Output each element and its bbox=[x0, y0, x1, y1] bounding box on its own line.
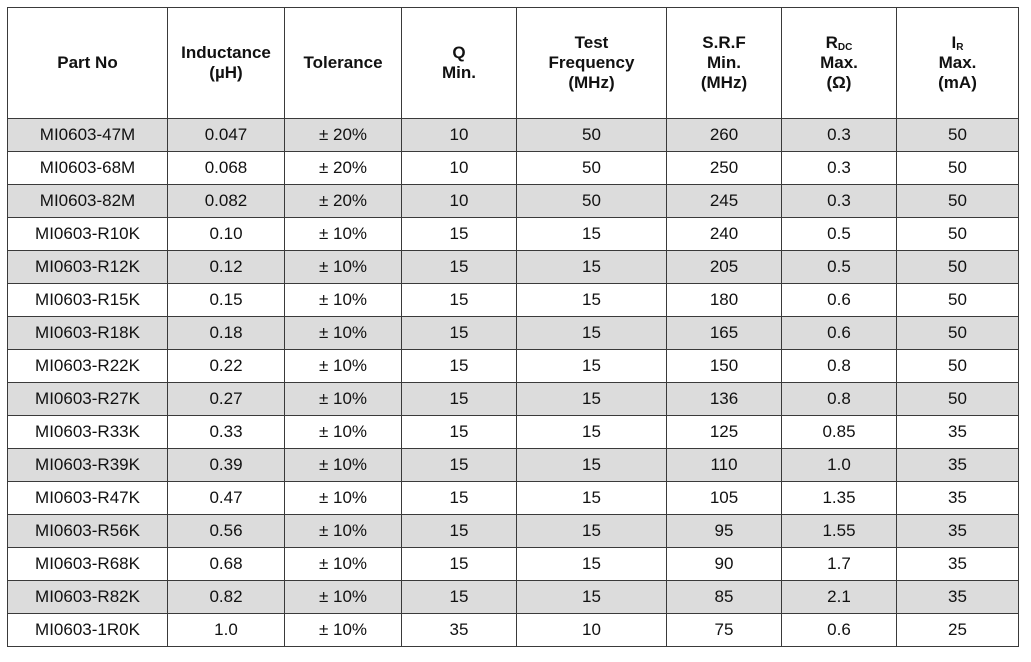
cell-tolerance: ± 10% bbox=[285, 416, 402, 449]
cell-part-no: MI0603-82M bbox=[8, 185, 168, 218]
cell-ir-max: 50 bbox=[897, 251, 1019, 284]
header-rdc-line2: Max. bbox=[820, 53, 858, 72]
header-q-line2: Min. bbox=[442, 63, 476, 82]
header-rdc-symbol bbox=[782, 33, 896, 53]
cell-q-min: 15 bbox=[402, 548, 517, 581]
header-part-no-label: Part No bbox=[57, 53, 118, 72]
cell-tolerance: ± 10% bbox=[285, 383, 402, 416]
cell-test-frequency: 15 bbox=[517, 317, 667, 350]
cell-part-no: MI0603-R15K bbox=[8, 284, 168, 317]
cell-inductance: 0.10 bbox=[168, 218, 285, 251]
header-ir-symbol-letter: I bbox=[951, 33, 957, 52]
cell-ir-max: 50 bbox=[897, 152, 1019, 185]
cell-rdc-max: 1.35 bbox=[782, 482, 897, 515]
cell-tolerance: ± 10% bbox=[285, 515, 402, 548]
header-rdc-line3: (Ω) bbox=[826, 73, 852, 92]
table-row bbox=[8, 449, 1019, 482]
table-row bbox=[8, 218, 1019, 251]
cell-inductance: 0.47 bbox=[168, 482, 285, 515]
table-row bbox=[8, 119, 1019, 152]
cell-ir-max: 50 bbox=[897, 383, 1019, 416]
cell-part-no: MI0603-R12K bbox=[8, 251, 168, 284]
header-tolerance-label: Tolerance bbox=[303, 53, 383, 72]
cell-srf-min: 150 bbox=[667, 350, 782, 383]
cell-srf-min: 90 bbox=[667, 548, 782, 581]
cell-ir-max: 25 bbox=[897, 614, 1019, 647]
cell-ir-max: 50 bbox=[897, 350, 1019, 383]
cell-tolerance: ± 20% bbox=[285, 119, 402, 152]
header-test-freq-line1: Test bbox=[574, 33, 609, 52]
header-srf-line2: Min. bbox=[707, 53, 741, 72]
cell-part-no: MI0603-R56K bbox=[8, 515, 168, 548]
cell-ir-max: 35 bbox=[897, 515, 1019, 548]
cell-inductance: 0.22 bbox=[168, 350, 285, 383]
table-row bbox=[8, 581, 1019, 614]
cell-test-frequency: 50 bbox=[517, 119, 667, 152]
cell-rdc-max: 0.5 bbox=[782, 218, 897, 251]
table-row bbox=[8, 383, 1019, 416]
cell-part-no: MI0603-R18K bbox=[8, 317, 168, 350]
header-rdc-symbol-letter: R bbox=[825, 33, 838, 52]
cell-srf-min: 240 bbox=[667, 218, 782, 251]
cell-rdc-max: 0.3 bbox=[782, 119, 897, 152]
cell-inductance: 0.047 bbox=[168, 119, 285, 152]
cell-ir-max: 35 bbox=[897, 548, 1019, 581]
cell-srf-min: 75 bbox=[667, 614, 782, 647]
cell-ir-max: 35 bbox=[897, 416, 1019, 449]
cell-q-min: 15 bbox=[402, 581, 517, 614]
cell-rdc-max: 2.1 bbox=[782, 581, 897, 614]
cell-ir-max: 50 bbox=[897, 317, 1019, 350]
cell-q-min: 15 bbox=[402, 350, 517, 383]
cell-srf-min: 260 bbox=[667, 119, 782, 152]
header-srf-min bbox=[667, 8, 782, 119]
cell-tolerance: ± 10% bbox=[285, 581, 402, 614]
header-q-line1: Q bbox=[452, 43, 466, 62]
cell-tolerance: ± 10% bbox=[285, 548, 402, 581]
cell-q-min: 15 bbox=[402, 383, 517, 416]
header-rdc-subscript: DC bbox=[837, 42, 853, 53]
cell-rdc-max: 0.6 bbox=[782, 284, 897, 317]
cell-inductance: 0.068 bbox=[168, 152, 285, 185]
cell-inductance: 0.33 bbox=[168, 416, 285, 449]
table-header bbox=[8, 8, 1019, 119]
cell-test-frequency: 15 bbox=[517, 581, 667, 614]
cell-part-no: MI0603-R39K bbox=[8, 449, 168, 482]
header-inductance-line2: (µH) bbox=[209, 63, 243, 82]
cell-rdc-max: 0.8 bbox=[782, 350, 897, 383]
cell-part-no: MI0603-R33K bbox=[8, 416, 168, 449]
header-ir-subscript: R bbox=[956, 42, 964, 53]
header-inductance-line1: Inductance bbox=[181, 43, 271, 62]
cell-rdc-max: 0.6 bbox=[782, 317, 897, 350]
cell-ir-max: 35 bbox=[897, 449, 1019, 482]
header-ir-line3: (mA) bbox=[938, 73, 977, 92]
cell-q-min: 15 bbox=[402, 284, 517, 317]
cell-q-min: 35 bbox=[402, 614, 517, 647]
cell-part-no: MI0603-68M bbox=[8, 152, 168, 185]
cell-tolerance: ± 10% bbox=[285, 482, 402, 515]
cell-rdc-max: 1.7 bbox=[782, 548, 897, 581]
table-row bbox=[8, 614, 1019, 647]
cell-tolerance: ± 10% bbox=[285, 317, 402, 350]
cell-q-min: 15 bbox=[402, 251, 517, 284]
cell-ir-max: 35 bbox=[897, 482, 1019, 515]
cell-inductance: 0.082 bbox=[168, 185, 285, 218]
table-row bbox=[8, 185, 1019, 218]
cell-tolerance: ± 10% bbox=[285, 218, 402, 251]
cell-ir-max: 50 bbox=[897, 218, 1019, 251]
cell-inductance: 0.68 bbox=[168, 548, 285, 581]
cell-inductance: 1.0 bbox=[168, 614, 285, 647]
cell-ir-max: 35 bbox=[897, 581, 1019, 614]
inductor-spec-table bbox=[7, 7, 1019, 647]
cell-q-min: 15 bbox=[402, 416, 517, 449]
cell-srf-min: 136 bbox=[667, 383, 782, 416]
cell-q-min: 10 bbox=[402, 119, 517, 152]
cell-part-no: MI0603-R82K bbox=[8, 581, 168, 614]
cell-inductance: 0.12 bbox=[168, 251, 285, 284]
cell-tolerance: ± 10% bbox=[285, 350, 402, 383]
cell-ir-max: 50 bbox=[897, 185, 1019, 218]
cell-q-min: 15 bbox=[402, 482, 517, 515]
header-test-frequency bbox=[517, 8, 667, 119]
cell-q-min: 15 bbox=[402, 449, 517, 482]
cell-tolerance: ± 10% bbox=[285, 284, 402, 317]
cell-inductance: 0.56 bbox=[168, 515, 285, 548]
cell-test-frequency: 15 bbox=[517, 515, 667, 548]
header-row bbox=[8, 8, 1019, 119]
cell-tolerance: ± 10% bbox=[285, 251, 402, 284]
cell-part-no: MI0603-R10K bbox=[8, 218, 168, 251]
cell-srf-min: 180 bbox=[667, 284, 782, 317]
table-row bbox=[8, 548, 1019, 581]
cell-test-frequency: 50 bbox=[517, 152, 667, 185]
cell-test-frequency: 10 bbox=[517, 614, 667, 647]
cell-rdc-max: 1.55 bbox=[782, 515, 897, 548]
cell-inductance: 0.82 bbox=[168, 581, 285, 614]
cell-rdc-max: 0.3 bbox=[782, 185, 897, 218]
header-inductance bbox=[168, 8, 285, 119]
table-row bbox=[8, 284, 1019, 317]
cell-tolerance: ± 20% bbox=[285, 152, 402, 185]
cell-rdc-max: 0.6 bbox=[782, 614, 897, 647]
cell-srf-min: 85 bbox=[667, 581, 782, 614]
cell-test-frequency: 15 bbox=[517, 416, 667, 449]
cell-test-frequency: 15 bbox=[517, 284, 667, 317]
cell-srf-min: 105 bbox=[667, 482, 782, 515]
cell-rdc-max: 0.3 bbox=[782, 152, 897, 185]
cell-rdc-max: 0.5 bbox=[782, 251, 897, 284]
table-row bbox=[8, 350, 1019, 383]
header-ir-line2: Max. bbox=[938, 53, 977, 72]
cell-inductance: 0.39 bbox=[168, 449, 285, 482]
header-srf-line3: (MHz) bbox=[700, 73, 748, 92]
cell-rdc-max: 0.8 bbox=[782, 383, 897, 416]
table-body bbox=[8, 119, 1019, 647]
header-srf-line1: S.R.F bbox=[702, 33, 746, 52]
cell-test-frequency: 15 bbox=[517, 449, 667, 482]
cell-test-frequency: 15 bbox=[517, 548, 667, 581]
cell-part-no: MI0603-R22K bbox=[8, 350, 168, 383]
table-row bbox=[8, 482, 1019, 515]
cell-tolerance: ± 20% bbox=[285, 185, 402, 218]
cell-ir-max: 50 bbox=[897, 284, 1019, 317]
cell-part-no: MI0603-R27K bbox=[8, 383, 168, 416]
cell-srf-min: 110 bbox=[667, 449, 782, 482]
cell-part-no: MI0603-1R0K bbox=[8, 614, 168, 647]
header-q-min bbox=[402, 8, 517, 119]
cell-inductance: 0.18 bbox=[168, 317, 285, 350]
cell-part-no: MI0603-R68K bbox=[8, 548, 168, 581]
header-tolerance bbox=[285, 8, 402, 119]
cell-srf-min: 250 bbox=[667, 152, 782, 185]
cell-test-frequency: 15 bbox=[517, 218, 667, 251]
cell-rdc-max: 1.0 bbox=[782, 449, 897, 482]
cell-q-min: 15 bbox=[402, 218, 517, 251]
cell-srf-min: 95 bbox=[667, 515, 782, 548]
cell-tolerance: ± 10% bbox=[285, 614, 402, 647]
cell-test-frequency: 15 bbox=[517, 251, 667, 284]
cell-inductance: 0.27 bbox=[168, 383, 285, 416]
table-row bbox=[8, 152, 1019, 185]
table-row bbox=[8, 251, 1019, 284]
cell-tolerance: ± 10% bbox=[285, 449, 402, 482]
cell-test-frequency: 50 bbox=[517, 185, 667, 218]
cell-ir-max: 50 bbox=[897, 119, 1019, 152]
cell-q-min: 10 bbox=[402, 152, 517, 185]
cell-inductance: 0.15 bbox=[168, 284, 285, 317]
header-part-no bbox=[8, 8, 168, 119]
table-row bbox=[8, 416, 1019, 449]
cell-q-min: 15 bbox=[402, 317, 517, 350]
header-ir-max bbox=[897, 8, 1019, 119]
cell-srf-min: 245 bbox=[667, 185, 782, 218]
cell-srf-min: 165 bbox=[667, 317, 782, 350]
table-row bbox=[8, 317, 1019, 350]
cell-test-frequency: 15 bbox=[517, 350, 667, 383]
cell-test-frequency: 15 bbox=[517, 383, 667, 416]
cell-srf-min: 205 bbox=[667, 251, 782, 284]
cell-part-no: MI0603-47M bbox=[8, 119, 168, 152]
header-rdc-max bbox=[782, 8, 897, 119]
cell-q-min: 10 bbox=[402, 185, 517, 218]
cell-q-min: 15 bbox=[402, 515, 517, 548]
header-test-freq-line2: Frequency bbox=[548, 53, 635, 72]
header-ir-symbol bbox=[897, 33, 1018, 53]
header-test-freq-line3: (MHz) bbox=[568, 73, 615, 92]
cell-test-frequency: 15 bbox=[517, 482, 667, 515]
table-row bbox=[8, 515, 1019, 548]
cell-rdc-max: 0.85 bbox=[782, 416, 897, 449]
cell-part-no: MI0603-R47K bbox=[8, 482, 168, 515]
cell-srf-min: 125 bbox=[667, 416, 782, 449]
